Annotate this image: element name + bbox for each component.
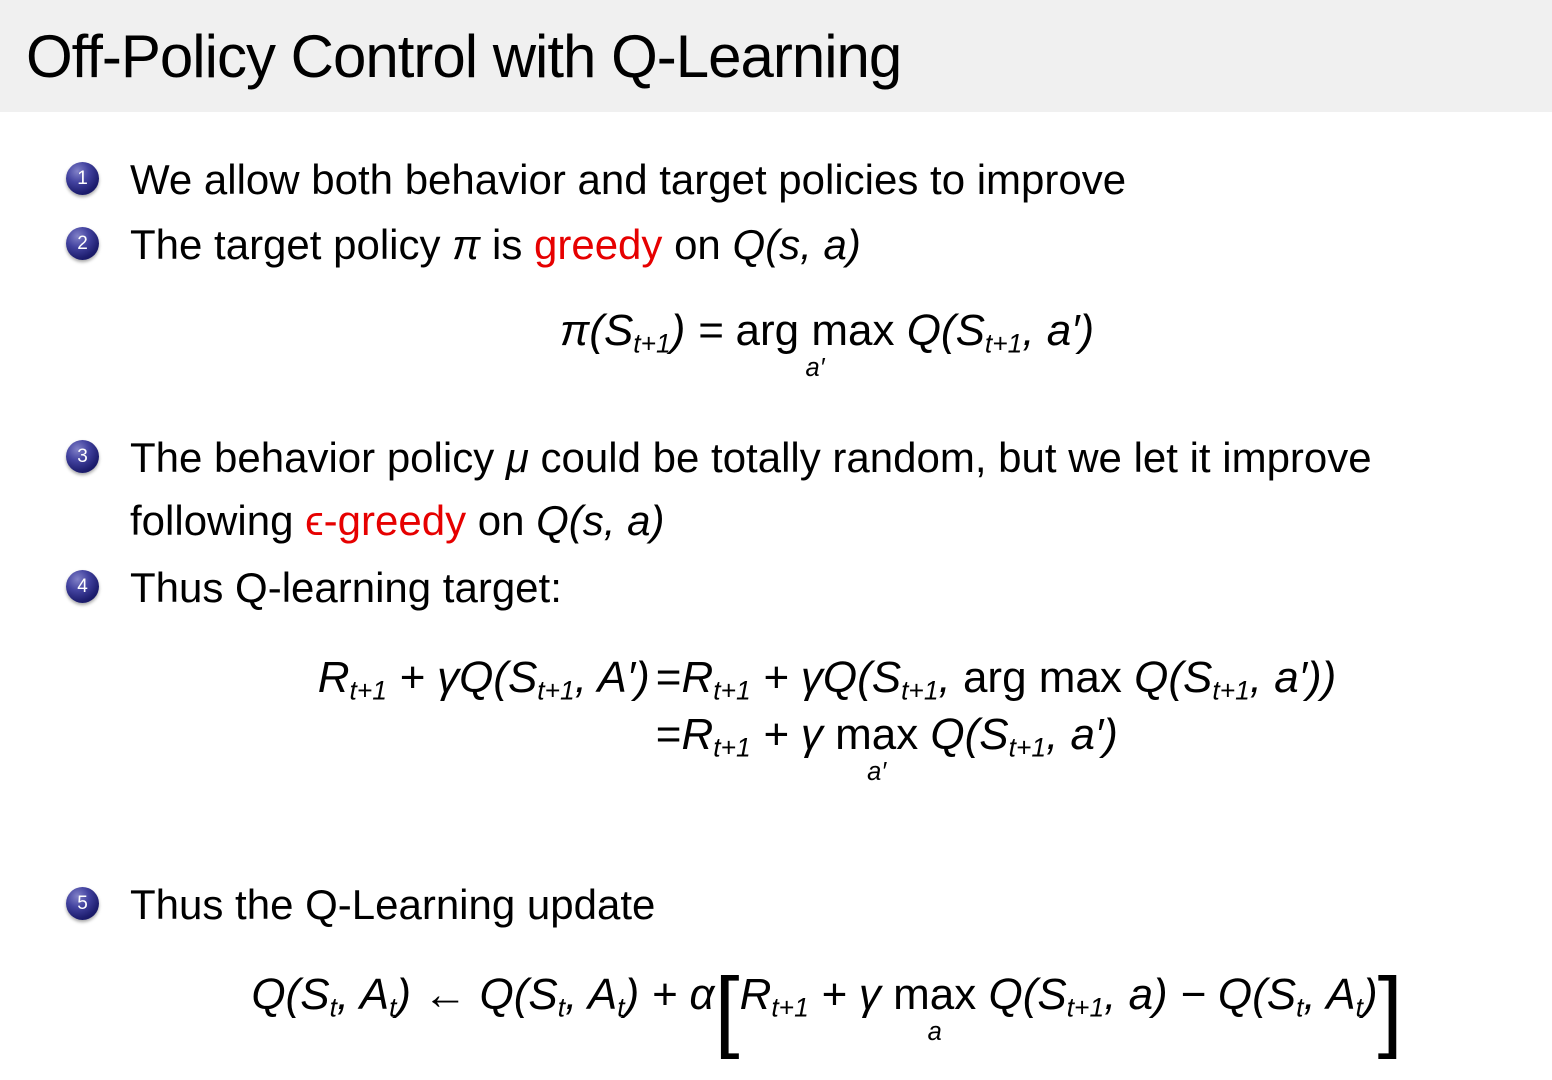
bullet-text: [130, 556, 1524, 619]
math-subscript: t: [1296, 992, 1304, 1023]
bullet-text: [130, 873, 1524, 936]
math-token: R: [739, 970, 772, 1020]
math-token: , A: [565, 970, 618, 1020]
left-bracket: [: [714, 959, 740, 1061]
bullet-number: 2: [77, 233, 88, 254]
title-band: [0, 0, 1552, 112]
equation-row: [318, 649, 1337, 706]
operator-underscript: a′: [805, 354, 825, 382]
math-token: Q(s, a): [732, 221, 861, 268]
text-segment: on: [662, 221, 733, 268]
bullet-ball-icon: [66, 162, 99, 195]
aligned-equations: [318, 649, 1337, 786]
math-operator: max: [835, 709, 919, 759]
bullet-ball-icon: [66, 570, 99, 603]
bullet-text: [130, 213, 1524, 276]
text-segment: The target policy: [130, 221, 453, 268]
text-segment: We allow both behavior and target policies to improve: [130, 156, 1127, 203]
bullet-text: [130, 148, 1524, 211]
text-segment: following: [130, 496, 306, 544]
math-token: π(S: [559, 306, 634, 355]
bullet-item-1: [77, 148, 1524, 211]
math-operator: arg max: [735, 306, 895, 355]
text-line: [130, 426, 1524, 489]
math-subscript: t+1: [349, 674, 387, 705]
math-token: , a) − Q(S: [1104, 970, 1297, 1020]
text-segment: on: [466, 496, 537, 544]
equation-lhs: [318, 649, 656, 706]
math-token: , a′)): [1249, 652, 1337, 702]
math-subscript: t+1: [984, 328, 1023, 359]
bullet-ball-icon: [66, 887, 99, 920]
equals-sign: =: [655, 709, 682, 759]
math-token: , a′): [1022, 306, 1095, 355]
text-line: [130, 489, 1524, 552]
math-token: Q(s, a): [536, 496, 665, 544]
math-subscript: t+1: [713, 674, 751, 705]
bullet-item-3: [77, 426, 1524, 552]
max-operator: [893, 970, 977, 1047]
equation-lhs: [318, 706, 656, 786]
math-token: Q(S: [918, 709, 1009, 759]
math-token: Q(S: [251, 970, 330, 1020]
math-token: , A: [336, 970, 390, 1020]
math-token: R: [681, 709, 714, 759]
bullet-item-2: [77, 213, 1524, 276]
math-subscript: t+1: [1212, 674, 1250, 705]
math-subscript: t: [389, 992, 397, 1023]
equals-sign: =: [655, 652, 682, 702]
slide-content: [0, 148, 1552, 1061]
operator-underscript: a: [927, 1018, 942, 1047]
bullet-ball-icon: [66, 440, 99, 473]
bullet-ball-icon: [66, 227, 99, 260]
math-operator: max: [893, 970, 977, 1020]
math-token: R: [317, 652, 350, 702]
text-segment: Thus Q-learning target:: [130, 563, 562, 611]
math-token: + γ: [808, 970, 894, 1020]
math-token: + γQ(S: [750, 652, 902, 702]
math-token: ) + α: [624, 970, 715, 1020]
math-operator: arg max: [962, 652, 1122, 702]
bullet-number: 1: [77, 168, 88, 189]
slide-title: Off-Policy Control with Q-Learning: [26, 22, 902, 90]
operator-underscript: a′: [867, 757, 887, 786]
text-segment: could be totally random, but we let it improve: [528, 433, 1372, 481]
equation-rhs: [656, 706, 1336, 786]
bullet-text: [130, 426, 1524, 552]
math-token: , a′): [1046, 709, 1118, 759]
text-segment: Thus the Q-Learning update: [130, 881, 656, 929]
equation-qlearning-update: [130, 959, 1524, 1061]
bullet-item-4: [77, 556, 1524, 619]
math-token: Q(S: [1121, 652, 1213, 702]
math-subscript: t+1: [713, 732, 751, 763]
bullet-item-5: [77, 873, 1524, 936]
math-subscript: t: [1355, 992, 1363, 1023]
math-token: π: [452, 221, 481, 268]
math-token: , A′): [574, 652, 650, 702]
text-segment: is: [480, 221, 534, 268]
bullet-number: 3: [77, 445, 88, 467]
equation-row: [318, 706, 1337, 786]
highlight-text: greedy: [533, 221, 663, 268]
bullet-number: 4: [77, 575, 88, 597]
math-token: Q(S: [894, 306, 985, 355]
math-subscript: t+1: [901, 674, 939, 705]
math-subscript: t: [617, 992, 625, 1023]
math-subscript: t+1: [537, 674, 575, 705]
max-operator: [835, 709, 919, 786]
math-token: ,: [938, 652, 963, 702]
argmax-operator: [735, 306, 895, 382]
equation-qlearning-target: [130, 649, 1524, 786]
math-subscript: t+1: [633, 328, 671, 359]
math-subscript: t: [329, 992, 337, 1023]
math-token: ) ← Q(S: [396, 970, 558, 1020]
equation-rhs: [656, 649, 1336, 706]
math-subscript: t+1: [1066, 992, 1105, 1023]
highlight-text: ϵ-greedy: [305, 496, 467, 544]
math-subscript: t+1: [1008, 732, 1047, 763]
math-subscript: t: [557, 992, 566, 1023]
math-token: Q(S: [976, 970, 1067, 1020]
bullet-number: 5: [77, 893, 88, 915]
right-bracket: ]: [1377, 959, 1403, 1061]
math-subscript: t+1: [771, 992, 809, 1023]
math-token: + γQ(S: [386, 652, 538, 702]
math-token: ): [1362, 970, 1378, 1020]
math-token: R: [681, 652, 714, 702]
math-token: ) =: [670, 306, 736, 355]
math-token: μ: [505, 433, 529, 481]
math-token: + γ: [750, 709, 836, 759]
math-token: , A: [1303, 970, 1356, 1020]
equation-greedy-target-policy: [130, 302, 1524, 382]
text-segment: The behavior policy: [130, 433, 506, 481]
